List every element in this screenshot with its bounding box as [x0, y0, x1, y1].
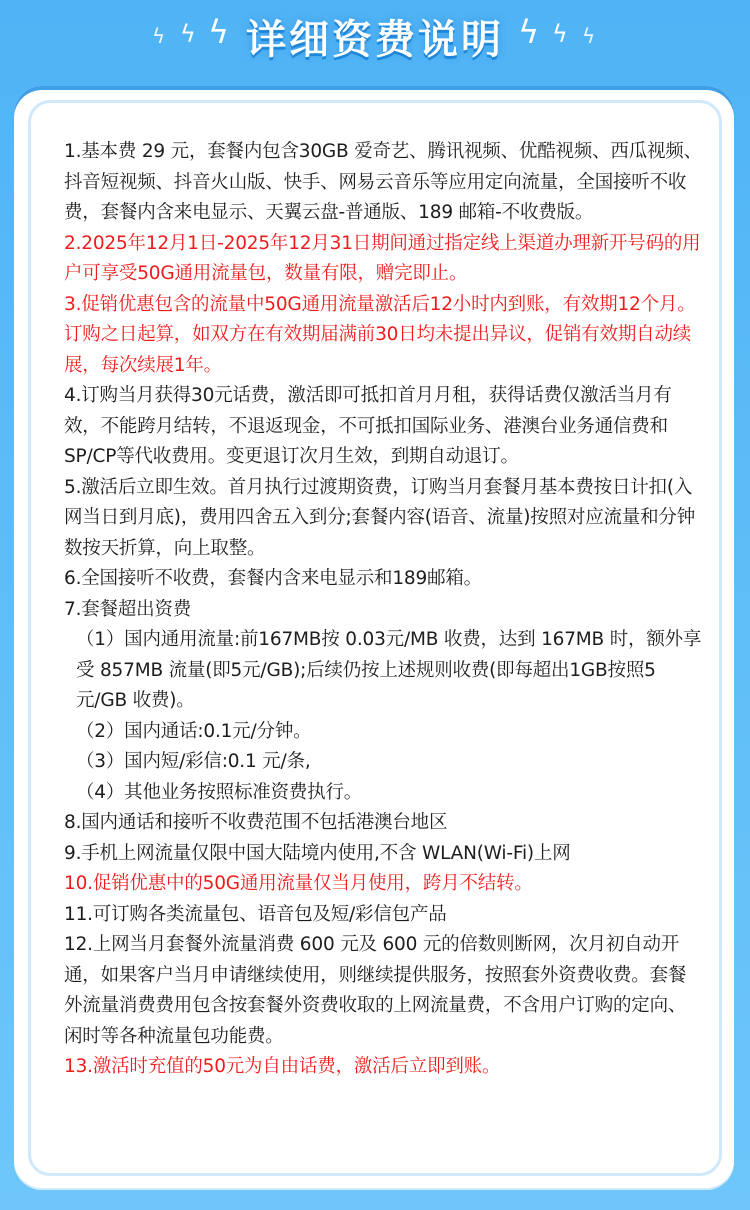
fee-item: 5.激活后立即生效。首月执行过渡期资费，订购当月套餐月基本费按日计扣(入网当日到月底)，费用四舍五入到分;套餐内容(语音、流量)按照对应流量和分钟数按天折算，向上取整。 — [64, 476, 695, 559]
lightning-bolt-icon: ϟ — [208, 13, 230, 51]
lightning-bolt-icon: ϟ — [152, 24, 166, 48]
fee-sub-item: （1）国内通用流量:前167MB按 0.03元/MB 收费，达到 167MB 时，额外享受 857MB 流量(即5元/GB);后续仍按上述规则收费(即每超出1GB按照5元/GB 收费)。 — [76, 629, 702, 711]
fee-item: 1.基本费 29 元，套餐内包含30GB 爱奇艺、腾讯视频、优酷视频、西瓜视频、抖音短视频、抖音火山版、快手、网易云音乐等应用定向流量，全国接听不收费，套餐内含来电显示、天翼云盘-普通版、189 邮箱-不收费版。 — [64, 141, 702, 223]
fee-item: 6.全国接听不收费，套餐内含来电显示和189邮箱。 — [64, 568, 482, 589]
fee-sub-item: （4）其他业务按照标准资费执行。 — [76, 781, 363, 803]
fee-item: 2.2025年12月1日-2025年12月31日期间通过指定线上渠道办理新开号码的用户可享受50G通用流量包，数量有限，赠完即止。 — [64, 232, 701, 284]
header-banner — [0, 0, 750, 80]
fee-item: 11.可订购各类流量包、语音包及短/彩信包产品 — [64, 903, 447, 925]
lightning-bolt-icon: ϟ — [518, 13, 540, 51]
fee-item: 12.上网当月套餐外流量消费 600 元及 600 元的倍数则断网，次月初自动开通，如果客户当月申请继续使用，则继续提供服务，按照套外资费收费。套餐外流量消费费用包含按套餐外资费收取的上网流量费，不含用户订购的定向、闲时等各种流量包功能费。 — [64, 934, 687, 1047]
page-title: 详细资费说明 — [246, 17, 504, 63]
fee-sub-item: （3）国内短/彩信:0.1 元/条, — [76, 751, 311, 772]
fee-item: 10.促销优惠中的50G通用流量仅当月使用，跨月不结转。 — [64, 873, 533, 894]
fee-item: 8.国内通话和接听不收费范围不包括港澳台地区 — [64, 812, 448, 833]
fee-item: 7.套餐超出资费 — [64, 598, 192, 620]
fee-item: 3.促销优惠包含的流量中50G通用流量激活后12小时内到账，有效期12个月。订购之日起算，如双方在有效期届满前30日均未提出异议，促销有效期自动续展，每次续展1年。 — [64, 293, 696, 376]
lightning-bolt-icon: ϟ — [552, 20, 568, 48]
lightning-bolt-icon: ϟ — [180, 20, 196, 48]
fee-description-list — [64, 137, 704, 1083]
fee-item: 4.订购当月获得30元话费，激活即可抵扣首月月租，获得话费仅激活当月有效，不能跨月结转，不退返现金，不可抵扣国际业务、港澳台业务通信费和 SP/CP等代收费用。变更退订次月生效，到期自动退订。 — [64, 385, 672, 467]
fee-item: 9.手机上网流量仅限中国大陆境内使用,不含 WLAN(Wi-Fi)上网 — [64, 842, 571, 864]
fee-item: 13.激活时充值的50元为自由话费，激活后立即到账。 — [64, 1056, 501, 1077]
lightning-bolt-icon: ϟ — [582, 24, 596, 48]
fee-sub-item: （2）国内通话:0.1元/分钟。 — [76, 720, 312, 742]
